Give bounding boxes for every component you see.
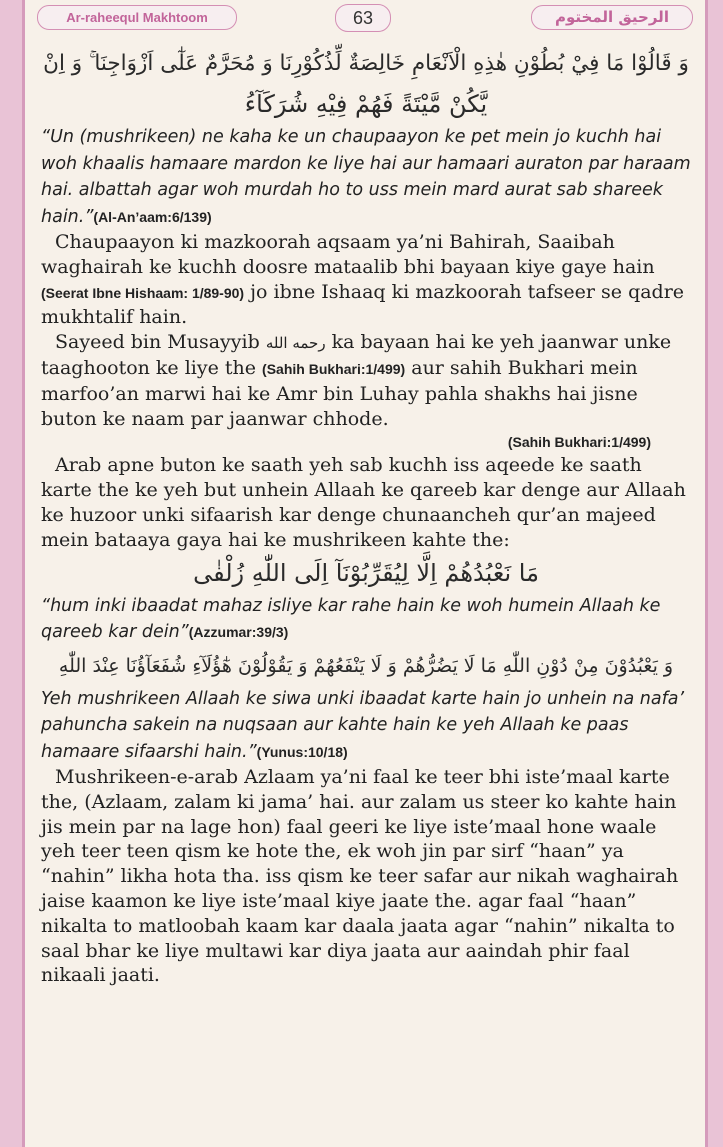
- paragraph-2-reference-1: (Sahih Bukhari:1/499): [262, 360, 406, 377]
- paragraph-3: Arab apne buton ke saath yeh sab kuchh iss aqeede ke saath karte the ke yeh but unhein Allaah ke qareeb kar denge aur Allaah ke huzoor unki sifaarish kar denge chunaancheh qur’an majeed mein bataaya gaya hai ke mushrikeen kahte the:: [41, 454, 686, 551]
- paragraph-1-text-a: Chaupaayon ki mazkoorah aqsaam ya’ni Bahirah, Saaibah waghairah ke kuchh doosre mataalib bhi bayaan kiye gaye hain: [41, 231, 655, 278]
- quote-3-reference: (Yunus:10/18): [256, 743, 348, 760]
- arabic-verse-1-line-2: يَّكُنْ مَّيْتَةً فَهُمْ فِيْهِ شُرَكَآءُ: [244, 90, 488, 118]
- paragraph-1-text-b: jo ibne Ishaaq ki mazkoorah tafseer se qadre mukhtalif hain.: [41, 280, 685, 329]
- page-content: [41, 44, 691, 988]
- translation-quote-3: [41, 686, 691, 766]
- paragraph-2-reference-2: (Sahih Bukhari:1/499): [507, 434, 651, 451]
- arabic-verse-3: وَ يَعْبُدُوْنَ مِنْ دُوْنِ اللّٰهِ مَا لَا يَضُرُّهُمْ وَ لَا يَنْفَعُهُمْ وَ يَقُوْلُوْنَ هٰٓؤُلَآءِ شُفَعَآؤُنَا عِنْدَ اللّٰهِ: [58, 654, 674, 677]
- quote-1-text: “Un (mushrikeen) ne kaha ke un chaupaayon ke pet mein jo kuchh hai woh khaalis hamaare mardon ke liye hai aur hamaari auraton par haraam hai. albattah agar woh murdah ho to uss mein mard aurat sab shareek hain.”: [41, 127, 691, 227]
- arabic-verse-2: مَا نَعْبُدُهُمْ اِلَّا لِيُقَرِّبُوْنَآ اِلَى اللّٰهِ زُلْفٰى: [193, 558, 539, 587]
- page-header: [25, 0, 705, 36]
- paragraph-4: Mushrikeen-e-arab Azlaam ya’ni faal ke teer bhi iste’maal karte the, (Azlaam, zalam ki jama’ hai. aur zalam us steer ko kahte hain jis mein par na lage hon) faal geeri ke liye iste’maal hone waale yeh teer teen qism ke hote the, ek woh jin par sirf “haan” ya “nahin” likha hota tha. iss qism ke teer safar aur nikah waghairah jaise kaamon ke liye iste’maal kiye jaate the. agar faal “haan” nikalta to matloobah kaam kar daala jaata agar “nahin” nikalta to saal bhar ke liye multawi kar diya jaata aur aaindah phir faal nikaali jaati.: [41, 766, 679, 987]
- page-number: 63: [335, 4, 391, 32]
- paragraph-2: [41, 330, 691, 431]
- paragraph-1-reference: (Seerat Ibne Hishaam: 1/89-90): [41, 284, 245, 301]
- book-page: [22, 0, 708, 1147]
- translation-quote-1: [41, 124, 691, 230]
- quote-2-text: “hum inki ibaadat mahaz isliye kar rahe hain ke woh humein Allaah ke qareeb kar dein”: [41, 595, 661, 643]
- paragraph-2-text-c: aur sahih Bukhari mein marfoo’an marwi hai ke Amr bin Luhay pahla shakhs hai jisne buton ke naam par jaanwar chhode.: [41, 356, 638, 430]
- book-title-arabic: الرحيق المختوم: [531, 5, 693, 30]
- translation-quote-2: [41, 593, 691, 646]
- quote-3-text: Yeh mushrikeen Allaah ke siwa unki ibaadat karte hain jo unhein na nafa’ pahuncha sakein na nuqsaan aur kahte hain ke yeh Allaah ke paas hamaare sifaarshi hain.”: [41, 688, 685, 762]
- paragraph-2-text-a: Sayeed bin Musayyib: [55, 331, 266, 354]
- quote-2-reference: (Azzumar:39/3): [188, 624, 289, 641]
- quote-1-reference: (Al-An’aam:6/139): [93, 208, 212, 225]
- arabic-verse-1-line-1: وَ قَالُوْا مَا فِيْ بُطُوْنِ هٰذِهِ الْاَنْعَامِ خَالِصَةٌ لِّذُكُوْرِنَا وَ مُحَرَّمٌ عَلٰٓى اَزْوَاجِنَا ۚ وَ اِنْ: [43, 51, 689, 76]
- paragraph-2-text-b: ka bayaan hai ke yeh jaanwar unke taaghooton ke liye the: [41, 331, 672, 379]
- paragraph-1: [41, 230, 691, 330]
- book-title-latin: Ar-raheequl Makhtoom: [37, 5, 237, 30]
- salutation-glyph: رحمه الله: [265, 334, 326, 353]
